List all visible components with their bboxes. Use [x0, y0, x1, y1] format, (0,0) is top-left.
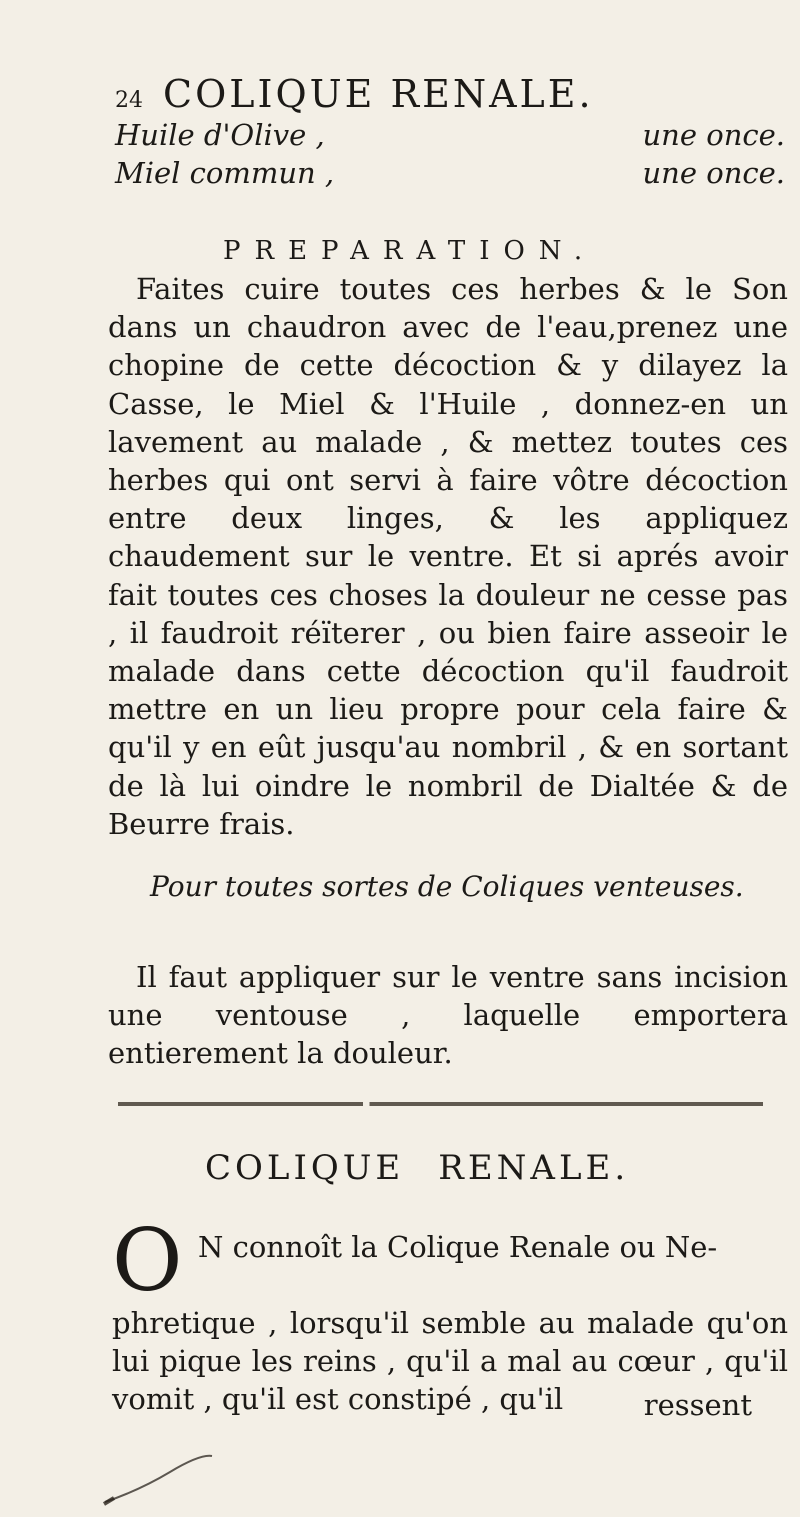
renal-colic-paragraph: phretique , lorsqu'il semble au malade qu'on lui pique les reins , qu'il a mal au cœur , qu'il vomit , qu'il est constipé , qu'il — [112, 1306, 788, 1416]
ingredient-line-olive-oil — [115, 118, 785, 158]
windy-colic-subheading: Pour toutes sortes de Coliques venteuses. — [150, 870, 744, 903]
pen-stroke-mark — [100, 1450, 220, 1510]
ingredient-name: Huile d'Olive , — [115, 118, 325, 152]
ingredient-line-honey — [115, 156, 785, 196]
ingredient-quantity: une once. — [642, 156, 785, 190]
preparation-paragraph: Faites cuire toutes ces herbes & le Son dans un chaudron avec de l'eau,prenez une chopine de cette décoction & y dilayez la Casse, le Miel & l'Huile , donnez-en un lavement au malade , & mettez toutes ces herbes qui ont servi à faire vôtre décoction entre deux linges, & les appliquez chaudement sur le ventre. Et si aprés avoir fait toutes ces choses la douleur ne cesse pas , il faudroit réïterer , ou bien faire asseoir le malade dans cette décoction qu'il faudroit mettre en un lieu propre pour cela faire & qu'il y en eût jusqu'au nombril , & en sortant de là lui oindre le nombril de Dialtée & de Beurre frais. — [108, 272, 788, 841]
preparation-heading: PREPARATION. — [223, 236, 597, 266]
catchword: ressent — [643, 1388, 752, 1422]
ingredient-name: Miel commun , — [115, 156, 335, 190]
running-title: COLIQUE RENALE. — [163, 72, 594, 116]
renal-colic-first-line: N connoît la Colique Renale ou Ne- — [198, 1230, 718, 1264]
section-divider — [118, 1102, 763, 1106]
ingredient-quantity: une once. — [642, 118, 785, 152]
renal-colic-heading — [205, 1148, 629, 1188]
heading-word-renale: RENALE. — [438, 1148, 630, 1188]
windy-colic-paragraph: Il faut appliquer sur le ventre sans incision une ventouse , laquelle emportera entierement la douleur. — [108, 960, 788, 1071]
page-number: 24 — [115, 88, 143, 113]
drop-cap: O — [112, 1211, 183, 1311]
running-head — [115, 72, 715, 122]
heading-word-colique: COLIQUE — [205, 1148, 405, 1188]
